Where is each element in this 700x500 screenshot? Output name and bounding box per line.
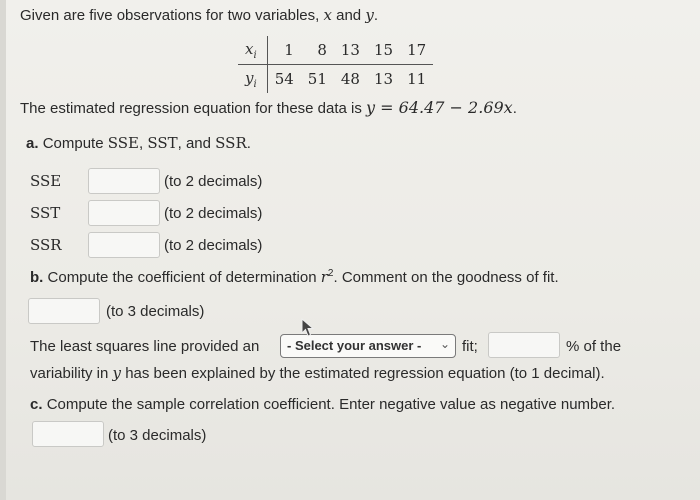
intro-text: Given are five observations for two variables, x and y. xyxy=(20,6,378,24)
sst-input[interactable] xyxy=(88,200,160,226)
x-value: 17 xyxy=(400,36,433,65)
correlation-input[interactable] xyxy=(32,421,104,447)
r-squared-input[interactable] xyxy=(28,298,100,324)
observations-table xyxy=(238,36,433,93)
variability-sentence: variability in y has been explained by the estimated regression equation (to 1 decimal). xyxy=(30,364,605,382)
regression-text: The estimated regression equation for these data is y = 64.47 − 2.69x. xyxy=(20,98,517,117)
x-value: 8 xyxy=(301,36,334,65)
x-value: 13 xyxy=(334,36,367,65)
select-value: - Select your answer - xyxy=(287,338,422,353)
ssr-label: SSR xyxy=(30,236,62,254)
x-value: 1 xyxy=(267,36,301,65)
x-header: $x_i$ xyxy=(238,36,267,65)
sse-input[interactable] xyxy=(88,168,160,194)
correlation-hint: (to 3 decimals) xyxy=(108,427,207,444)
y-value: 48 xyxy=(340,70,360,88)
x-value: 15 xyxy=(367,36,400,65)
y-value: 54 xyxy=(274,70,294,88)
fit-word: fit; xyxy=(462,338,478,355)
regression-equation: y = 64.47 − 2.69x xyxy=(366,98,513,117)
sse-label: SSE xyxy=(30,172,62,190)
y-value: 51 xyxy=(307,70,327,88)
y-header: $y_i$ xyxy=(238,65,267,94)
y-value: 11 xyxy=(407,70,427,88)
y-value: 13 xyxy=(373,70,394,88)
part-a-prompt: a. Compute SSE, SST, and SSR. xyxy=(26,134,251,152)
percent-variability-input[interactable] xyxy=(488,332,560,358)
sst-hint: (to 2 decimals) xyxy=(164,205,263,222)
mouse-cursor-icon xyxy=(300,318,316,338)
ssr-hint: (to 2 decimals) xyxy=(164,237,263,254)
ssr-input[interactable] xyxy=(88,232,160,258)
sst-label: SST xyxy=(30,204,61,222)
percent-of-text: % of the xyxy=(566,338,622,355)
r-squared-hint: (to 3 decimals) xyxy=(106,303,205,320)
page-left-edge xyxy=(0,0,6,500)
fit-sentence-start: The least squares line provided an xyxy=(30,338,260,355)
part-b-prompt: b. Compute the coefficient of determination $r^2$. Comment on the goodness of fit. xyxy=(30,268,559,286)
sse-hint: (to 2 decimals) xyxy=(164,173,263,190)
part-c-prompt: c. Compute the sample correlation coefficient. Enter negative value as negative number. xyxy=(30,396,616,413)
chevron-down-icon: ⌄ xyxy=(439,337,450,351)
